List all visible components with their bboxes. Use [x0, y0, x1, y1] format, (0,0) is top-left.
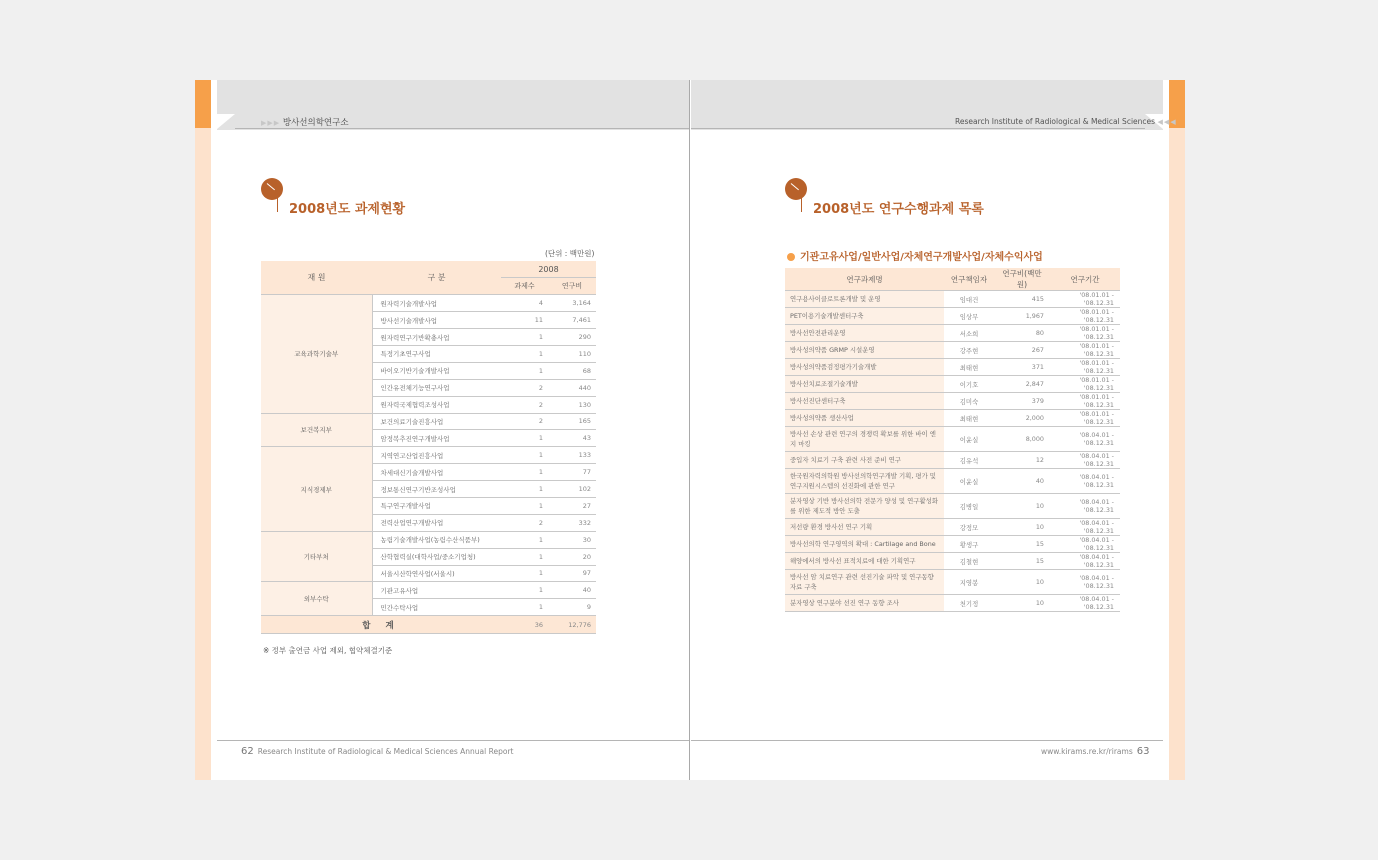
left-page-title: 2008년도 과제현황: [289, 202, 406, 217]
project-lead: 이윤실: [944, 469, 994, 494]
program-name: 전력산업연구개발사업: [372, 514, 501, 531]
table-row: [785, 469, 1120, 494]
total-label: 합 계: [261, 616, 501, 634]
program-count: 1: [501, 430, 548, 447]
program-count: 1: [501, 497, 548, 514]
program-count: 1: [501, 599, 548, 616]
right-edge-strip: [1169, 80, 1185, 780]
program-count: 1: [501, 362, 548, 379]
bullet-icon: [787, 253, 795, 261]
project-budget: 415: [994, 291, 1050, 308]
project-period: '08.04.01 - '08.12.31: [1050, 427, 1120, 452]
project-lead: 임대건: [944, 291, 994, 308]
funding-table: [261, 261, 596, 634]
project-lead: 서소희: [944, 325, 994, 342]
table-row: [785, 393, 1120, 410]
table-row: [261, 413, 596, 430]
table-row: [785, 308, 1120, 325]
program-count: 1: [501, 345, 548, 362]
project-title: 방사성의약품 생산사업: [785, 410, 944, 427]
project-budget: 2,847: [994, 376, 1050, 393]
arrow-right-icon: ▶▶▶: [261, 119, 281, 127]
table-row: [785, 325, 1120, 342]
project-period: '08.01.01 - '08.12.31: [1050, 393, 1120, 410]
project-budget: 8,000: [994, 427, 1050, 452]
col-count: 과제수: [501, 278, 548, 295]
project-lead: 강주현: [944, 342, 994, 359]
program-count: 1: [501, 447, 548, 464]
program-count: 1: [501, 329, 548, 346]
project-lead: 임상무: [944, 308, 994, 325]
project-lead: 김철현: [944, 553, 994, 570]
table-row: [785, 536, 1120, 553]
table-row: [785, 452, 1120, 469]
col-project-budget: 연구비(백만원): [994, 268, 1050, 291]
program-budget: 130: [548, 396, 596, 413]
right-footer-rule: [691, 740, 1163, 741]
project-budget: 15: [994, 553, 1050, 570]
right-page-title: 2008년도 연구수행과제 목록: [813, 202, 984, 217]
table-row: [261, 582, 596, 599]
table-row: [785, 595, 1120, 612]
col-project-title: 연구과제명: [785, 268, 944, 291]
table-row: [261, 531, 596, 548]
project-lead: 최태현: [944, 410, 994, 427]
project-period: '08.01.01 - '08.12.31: [1050, 359, 1120, 376]
col-year: 2008: [501, 261, 596, 278]
project-budget: 267: [994, 342, 1050, 359]
project-lead: 김유석: [944, 452, 994, 469]
program-count: 1: [501, 548, 548, 565]
book-spread: [195, 80, 1185, 780]
fund-source: 외부수탁: [261, 582, 372, 616]
program-budget: 165: [548, 413, 596, 430]
table-row: [785, 410, 1120, 427]
program-name: 농림기술개발사업(농림수산식품부): [372, 531, 501, 548]
project-period: '08.04.01 - '08.12.31: [1050, 469, 1120, 494]
program-name: 산학협력실(대학사업/중소기업청): [372, 548, 501, 565]
project-title: 방사선치료조절기술개발: [785, 376, 944, 393]
total-row: [261, 616, 596, 634]
table-row: [785, 376, 1120, 393]
project-lead: 김미숙: [944, 393, 994, 410]
table-row: [785, 553, 1120, 570]
program-name: 정보통신연구기반조성사업: [372, 481, 501, 498]
program-name: 원자력기술개발사업: [372, 295, 501, 312]
project-period: '08.04.01 - '08.12.31: [1050, 595, 1120, 612]
program-name: 기관고유사업: [372, 582, 501, 599]
project-budget: 371: [994, 359, 1050, 376]
project-list-table: [785, 268, 1120, 612]
program-count: 2: [501, 396, 548, 413]
left-footer-rule: [217, 740, 689, 741]
col-category: 구 분: [372, 261, 501, 295]
fund-source: 지식경제부: [261, 447, 372, 531]
left-footer: 62 Research Institute of Radiological & Medical Sciences Annual Report: [241, 746, 514, 757]
project-budget: 2,000: [994, 410, 1050, 427]
program-name: 차세대신기술개발사업: [372, 464, 501, 481]
fund-source: 보건복지부: [261, 413, 372, 447]
col-lead: 연구책임자: [944, 268, 994, 291]
project-budget: 80: [994, 325, 1050, 342]
project-title: 방사선 손상 관련 연구의 경쟁력 확보를 위한 바이 엔지 마킹: [785, 427, 944, 452]
program-count: 2: [501, 413, 548, 430]
project-title: 저선량 환경 방사선 연구 기획: [785, 519, 944, 536]
program-count: 2: [501, 514, 548, 531]
program-budget: 290: [548, 329, 596, 346]
project-period: '08.01.01 - '08.12.31: [1050, 325, 1120, 342]
table-row: [785, 359, 1120, 376]
table-note: ※ 정부 출연금 사업 제외, 협약체결기준: [263, 646, 393, 655]
program-count: 4: [501, 295, 548, 312]
program-budget: 43: [548, 430, 596, 447]
project-period: '08.01.01 - '08.12.31: [1050, 410, 1120, 427]
project-title: 한국원자력의학원 방사선의학연구개발 기획, 평가 및 연구지원시스템의 선진화에 관한 연구: [785, 469, 944, 494]
project-title: 방사선진단센터구축: [785, 393, 944, 410]
project-title: 방사선 암 치료연구 관련 선진기술 파악 및 연구동향 자료 구축: [785, 570, 944, 595]
section-subtitle: 기관고유사업/일반사업/자체연구개발사업/자체수익사업: [787, 248, 1043, 263]
program-name: 암정복추진연구개발사업: [372, 430, 501, 447]
left-edge-strip: [195, 80, 211, 780]
project-period: '08.04.01 - '08.12.31: [1050, 536, 1120, 553]
program-count: 2: [501, 379, 548, 396]
program-budget: 3,164: [548, 295, 596, 312]
table-row: [785, 570, 1120, 595]
program-name: 방사선기술개발사업: [372, 312, 501, 329]
program-name: 원자력국제협력조성사업: [372, 396, 501, 413]
program-name: 보건의료기술진흥사업: [372, 413, 501, 430]
arrow-left-icon: ◀◀◀: [1157, 118, 1177, 126]
project-budget: 12: [994, 452, 1050, 469]
table-row: [785, 519, 1120, 536]
right-footer: [1041, 746, 1149, 757]
project-title: 방사선안전관리운영: [785, 325, 944, 342]
program-name: 원자력연구기반확충사업: [372, 329, 501, 346]
project-budget: 15: [994, 536, 1050, 553]
project-title: 분자영상 기반 방사선의학 전문가 양성 및 연구활성화를 위한 제도적 방안 도출: [785, 494, 944, 519]
project-lead: 이기호: [944, 376, 994, 393]
program-count: 1: [501, 565, 548, 582]
program-name: 인간유전체기능연구사업: [372, 379, 501, 396]
project-budget: 10: [994, 570, 1050, 595]
right-header-rule: [691, 128, 1145, 129]
project-period: '08.01.01 - '08.12.31: [1050, 342, 1120, 359]
col-period: 연구기간: [1050, 268, 1120, 291]
program-budget: 77: [548, 464, 596, 481]
program-budget: 68: [548, 362, 596, 379]
table-row: [785, 342, 1120, 359]
project-title: PET이용기술개발센터구축: [785, 308, 944, 325]
program-count: 1: [501, 531, 548, 548]
project-period: '08.04.01 - '08.12.31: [1050, 570, 1120, 595]
program-budget: 20: [548, 548, 596, 565]
program-budget: 27: [548, 497, 596, 514]
program-budget: 40: [548, 582, 596, 599]
project-budget: 10: [994, 519, 1050, 536]
program-budget: 97: [548, 565, 596, 582]
project-lead: 최태현: [944, 359, 994, 376]
program-budget: 102: [548, 481, 596, 498]
section-circle-icon: [261, 178, 283, 200]
footer-url: www.kirams.re.kr/rirams: [1041, 747, 1133, 756]
project-lead: 천기정: [944, 595, 994, 612]
project-period: '08.04.01 - '08.12.31: [1050, 452, 1120, 469]
project-title: 연구용사이클로트론개발 및 운영: [785, 291, 944, 308]
program-count: 1: [501, 464, 548, 481]
program-budget: 332: [548, 514, 596, 531]
total-budget: 12,776: [548, 616, 596, 634]
table-row: [785, 427, 1120, 452]
col-budget: 연구비: [548, 278, 596, 295]
program-budget: 110: [548, 345, 596, 362]
table-row: [261, 447, 596, 464]
project-period: '08.04.01 - '08.12.31: [1050, 494, 1120, 519]
project-budget: 10: [994, 595, 1050, 612]
project-budget: 1,967: [994, 308, 1050, 325]
table-row: [785, 291, 1120, 308]
page-number-right: 63: [1136, 746, 1150, 757]
program-count: 1: [501, 582, 548, 599]
program-budget: 7,461: [548, 312, 596, 329]
program-name: 서울시산학연사업(서울시): [372, 565, 501, 582]
project-title: 해양에서의 방사선 표적치료에 대한 기획연구: [785, 553, 944, 570]
section-circle-icon: [785, 178, 807, 200]
running-head-right: Research Institute of Radiological & Medical Sciences ◀◀◀: [955, 117, 1177, 126]
table-row: [261, 295, 596, 312]
program-budget: 133: [548, 447, 596, 464]
project-period: '08.04.01 - '08.12.31: [1050, 553, 1120, 570]
project-title: 방사성의약품 GRMP 시설운영: [785, 342, 944, 359]
program-budget: 9: [548, 599, 596, 616]
program-name: 특구연구개발사업: [372, 497, 501, 514]
page-number-left: 62: [241, 746, 254, 757]
running-head-left: ▶▶▶ 방사선의학연구소: [261, 118, 349, 128]
program-name: 특정기초연구사업: [372, 345, 501, 362]
project-period: '08.01.01 - '08.12.31: [1050, 291, 1120, 308]
program-count: 11: [501, 312, 548, 329]
project-budget: 379: [994, 393, 1050, 410]
project-period: '08.01.01 - '08.12.31: [1050, 376, 1120, 393]
project-title: 분자영상 연구분야 선진 연구 동향 조사: [785, 595, 944, 612]
project-lead: 이윤실: [944, 427, 994, 452]
table-row: [785, 494, 1120, 519]
col-fund: 재 원: [261, 261, 372, 295]
project-title: 방사성의약품검정평가기술개발: [785, 359, 944, 376]
project-period: '08.04.01 - '08.12.31: [1050, 519, 1120, 536]
unit-label: (단위 : 백만원): [545, 249, 595, 258]
project-budget: 10: [994, 494, 1050, 519]
project-period: '08.01.01 - '08.12.31: [1050, 308, 1120, 325]
program-name: 민간수탁사업: [372, 599, 501, 616]
fund-source: 교육과학기술부: [261, 295, 372, 413]
project-lead: 김병일: [944, 494, 994, 519]
project-lead: 강정모: [944, 519, 994, 536]
program-budget: 440: [548, 379, 596, 396]
program-name: 지역연고산업진흥사업: [372, 447, 501, 464]
program-budget: 30: [548, 531, 596, 548]
fund-source: 기타부처: [261, 531, 372, 582]
total-count: 36: [501, 616, 548, 634]
project-title: 중입자 치료기 구축 관련 사전 준비 연구: [785, 452, 944, 469]
left-header-rule: [235, 128, 689, 129]
page-gutter: [689, 80, 690, 780]
project-budget: 40: [994, 469, 1050, 494]
program-name: 바이오기반기술개발사업: [372, 362, 501, 379]
project-lead: 황생구: [944, 536, 994, 553]
project-lead: 지영봉: [944, 570, 994, 595]
program-count: 1: [501, 481, 548, 498]
project-title: 방사선의학 연구영역의 확대 : Cartilage and Bone: [785, 536, 944, 553]
